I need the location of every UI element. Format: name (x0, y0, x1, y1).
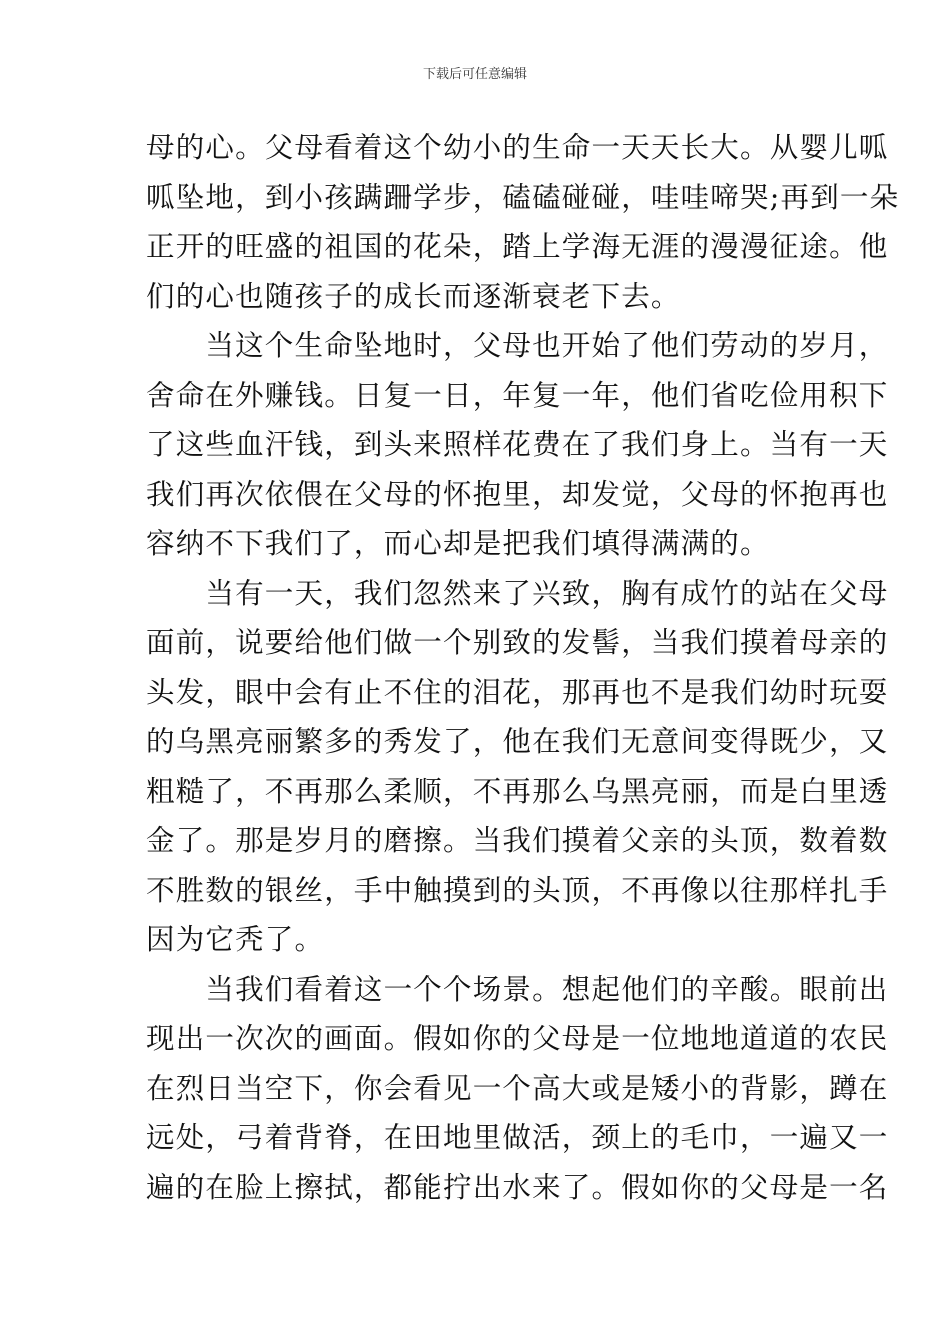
text-line: 不胜数的银丝，手中触摸到的头顶，不再像以往那样扎手 (146, 873, 889, 907)
text-line: 容纳不下我们了，而心却是把我们填得满满的。 (146, 527, 770, 560)
text-line: 正开的旺盛的祖国的花朵，踏上学海无涯的漫漫征途。他 (146, 230, 889, 263)
body-text (146, 123, 900, 1212)
text-line: 头发，眼中会有止不住的泪花，那再也不是我们幼时玩耍 (146, 675, 889, 709)
text-line: 们的心也随孩子的成长而逐渐衰老下去。 (146, 279, 681, 313)
text-line: 母的心。父母看着这个幼小的生命一天天长大。从婴儿呱 (146, 131, 889, 164)
text-line: 粗糙了，不再那么柔顺，不再那么乌黑亮丽，而是白里透 (146, 774, 889, 808)
text-line: 当有一天，我们忽然来了兴致，胸有成竹的站在父母 (146, 576, 889, 610)
text-line: 当这个生命坠地时，父母也开始了他们劳动的岁月， (146, 329, 889, 362)
text-line: 遍的在脸上擦拭，都能拧出水来了。假如你的父母是一名 (146, 1170, 889, 1204)
text-line: 远处，弓着背脊，在田地里做活，颈上的毛巾，一遍又一 (146, 1121, 889, 1154)
text-line: 当我们看着这一个个场景。想起他们的辛酸。眼前出 (146, 972, 889, 1006)
text-line: 因为它秃了。 (146, 923, 325, 956)
text-line: 我们再次依偎在父母的怀抱里，却发觉，父母的怀抱再也 (146, 477, 889, 511)
text-line: 金了。那是岁月的磨擦。当我们摸着父亲的头顶，数着数 (146, 824, 889, 857)
text-line: 面前，说要给他们做一个别致的发髻，当我们摸着母亲的 (146, 626, 889, 659)
text-line: 了这些血汗钱，到头来照样花费在了我们身上。当有一天 (146, 428, 889, 461)
text-line: 在烈日当空下，你会看见一个高大或是矮小的背影，蹲在 (146, 1071, 889, 1105)
text-line: 的乌黑亮丽繁多的秀发了，他在我们无意间变得既少，又 (146, 725, 889, 758)
text-line: 呱坠地，到小孩蹒跚学步，磕磕碰碰，哇哇啼哭;再到一朵 (146, 180, 900, 214)
text-line: 舍命在外赚钱。日复一日，年复一年，他们省吃俭用积下 (146, 378, 889, 412)
page-header: 下载后可任意编辑 (422, 67, 527, 82)
text-line: 现出一次次的画面。假如你的父母是一位地地道道的农民 (146, 1022, 889, 1055)
